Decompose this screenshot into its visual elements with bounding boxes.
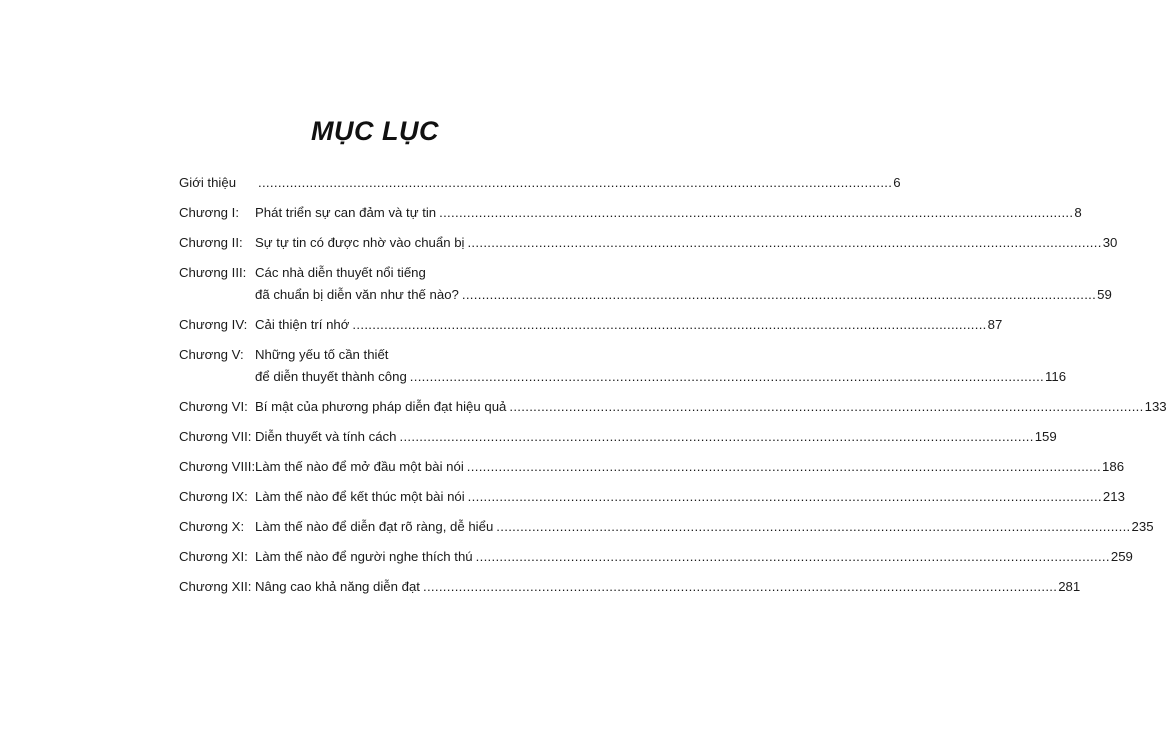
dot-leader: ................................................................................................................................................................: [496, 519, 1131, 534]
toc-title-line: [255, 172, 901, 194]
toc-entry-body: [255, 516, 1154, 538]
dot-leader: ................................................................................................................................................................: [461, 287, 1097, 302]
dot-leader: ................................................................................................................................................................: [509, 399, 1144, 414]
dot-leader: ................................................................................................................................................................: [467, 489, 1102, 504]
toc-page-number: 133: [1144, 399, 1167, 414]
toc-entry-title: để diễn thuyết thành công: [255, 369, 407, 384]
toc-title-line: [255, 314, 1003, 336]
toc-entry-title: Làm thế nào để mở đầu một bài nói: [255, 459, 464, 474]
toc-entry: [179, 516, 1154, 538]
toc-chapter-label: Chương VII:: [179, 429, 252, 444]
toc-title-line: [255, 426, 1057, 448]
toc-title-line: [255, 232, 1118, 254]
toc-entry-body: [255, 456, 1125, 478]
toc-entry: [179, 202, 1082, 224]
toc-entry-title: Phát triển sự can đảm và tự tin: [255, 205, 437, 220]
toc-chapter-label: Chương V:: [179, 347, 244, 362]
page-title: MỤC LỤC: [311, 116, 439, 146]
toc-title-line: [255, 366, 1067, 388]
dot-leader: ................................................................................................................................................................: [258, 175, 893, 190]
toc-page-number: 281: [1058, 579, 1081, 594]
toc-entry-body: [255, 426, 1057, 448]
toc-entry-title: Các nhà diễn thuyết nổi tiếng: [255, 265, 426, 280]
dot-leader: ................................................................................................................................................................: [409, 369, 1045, 384]
toc-title-line: [255, 262, 565, 284]
toc-page-number: 59: [1097, 287, 1112, 302]
toc-entry: [179, 262, 1112, 306]
toc-page-number: 6: [893, 175, 901, 190]
dot-leader: ................................................................................................................................................................: [467, 235, 1102, 250]
toc-entry-body: [255, 576, 1081, 598]
toc-title-line: [255, 486, 1125, 508]
toc-page-number: 186: [1102, 459, 1125, 474]
toc-entry: [179, 486, 1125, 508]
toc-entry: [179, 172, 901, 194]
toc-list: [179, 172, 1167, 606]
toc-page-number: 159: [1034, 429, 1057, 444]
toc-page-number: 87: [987, 317, 1003, 332]
toc-entry-title: đã chuẩn bị diễn văn như thế nào?: [255, 287, 459, 302]
toc-page-number: 213: [1102, 489, 1125, 504]
toc-chapter-label: Chương VIII:: [179, 459, 256, 474]
toc-entry: [179, 426, 1057, 448]
toc-page-number: 8: [1074, 205, 1082, 220]
toc-entry: [179, 344, 1067, 388]
toc-page-number: 235: [1131, 519, 1154, 534]
toc-title-line: [255, 344, 565, 366]
toc-title-line: [255, 284, 1112, 306]
toc-title-line: [255, 576, 1081, 598]
toc-entry: [179, 314, 1003, 336]
toc-chapter-label: Chương VI:: [179, 399, 248, 414]
dot-leader: ................................................................................................................................................................: [399, 429, 1034, 444]
toc-entry-body: [255, 262, 1112, 306]
toc-title-line: [255, 202, 1082, 224]
toc-entry-body: [255, 344, 1067, 388]
toc-entry-body: [255, 546, 1133, 568]
dot-leader: ................................................................................................................................................................: [466, 459, 1102, 474]
toc-chapter-label: Chương IX:: [179, 489, 248, 504]
dot-leader: ................................................................................................................................................................: [475, 549, 1110, 564]
toc-entry-body: [255, 396, 1167, 418]
toc-entry-body: [255, 202, 1082, 224]
toc-entry-body: [255, 314, 1003, 336]
toc-entry-body: [255, 172, 901, 194]
toc-entry-title: Cải thiện trí nhớ: [255, 317, 350, 332]
toc-entry-title: Nâng cao khả năng diễn đạt: [255, 579, 420, 594]
toc-entry-title: Diễn thuyết và tính cách: [255, 429, 397, 444]
toc-chapter-label: Chương X:: [179, 519, 245, 534]
toc-title-line: [255, 396, 1167, 418]
toc-chapter-label: Chương IV:: [179, 317, 248, 332]
toc-entry-body: [255, 232, 1118, 254]
toc-entry: [179, 576, 1081, 598]
toc-entry-title: Bí mật của phương pháp diễn đạt hiệu quả: [255, 399, 507, 414]
toc-title-line: [255, 456, 1125, 478]
toc-entry-title: Làm thế nào để người nghe thích thú: [255, 549, 473, 564]
toc-title-line: [255, 516, 1154, 538]
toc-chapter-label: Chương III:: [179, 265, 247, 280]
toc-chapter-label: Chương I:: [179, 205, 239, 220]
toc-entry-title: Những yếu tố cần thiết: [255, 347, 389, 362]
dot-leader: ................................................................................................................................................................: [422, 579, 1058, 594]
toc-entry: [179, 396, 1167, 418]
toc-page-number: 259: [1110, 549, 1133, 564]
toc-chapter-label: Chương XII:: [179, 579, 252, 594]
toc-page-number: 30: [1102, 235, 1118, 250]
toc-entry: [179, 232, 1118, 254]
toc-entry-title: Làm thế nào để kết thúc một bài nói: [255, 489, 465, 504]
toc-chapter-label: Giới thiệu: [179, 175, 237, 190]
toc-chapter-label: Chương II:: [179, 235, 243, 250]
dot-leader: ................................................................................................................................................................: [439, 205, 1074, 220]
toc-entry-title: Làm thế nào để diễn đạt rõ ràng, dễ hiểu: [255, 519, 494, 534]
toc-entry-body: [255, 486, 1125, 508]
toc-page-number: 116: [1045, 369, 1067, 384]
toc-entry: [179, 456, 1125, 478]
dot-leader: ................................................................................................................................................................: [352, 317, 987, 332]
toc-title-line: [255, 546, 1133, 568]
toc-entry-title: Sự tự tin có được nhờ vào chuẩn bị: [255, 235, 465, 250]
toc-entry: [179, 546, 1133, 568]
toc-chapter-label: Chương XI:: [179, 549, 248, 564]
